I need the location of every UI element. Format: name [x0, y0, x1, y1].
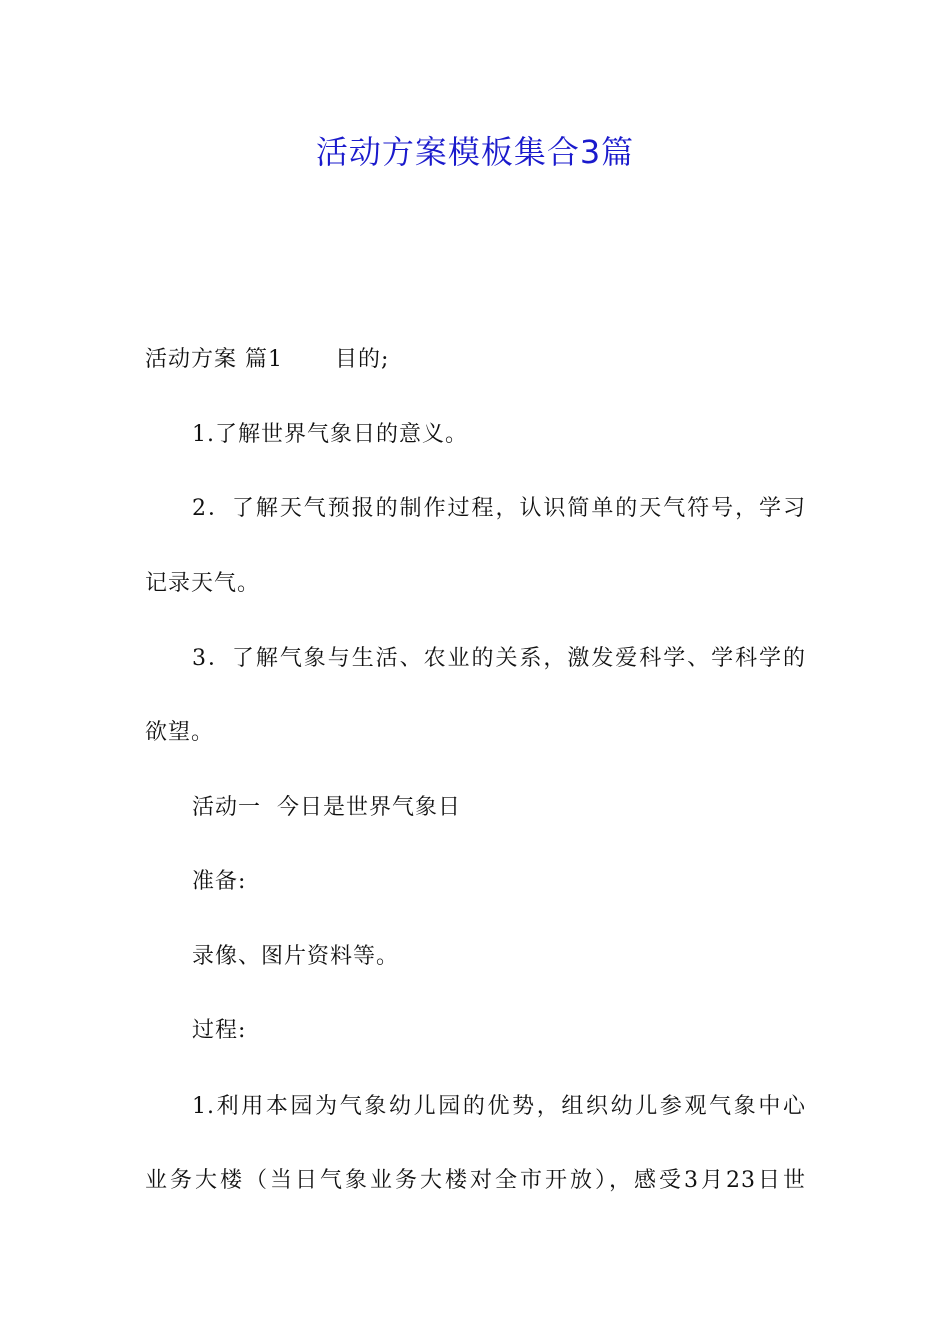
paragraph-line: 2．了解天气预报的制作过程，认识简单的天气符号，学习 — [192, 496, 806, 521]
paragraph-line: 3．了解气象与生活、农业的关系，激发爱科学、学科学的 — [192, 646, 806, 671]
paragraph-line: 1.了解世界气象日的意义。 — [192, 422, 468, 447]
section-label-purpose: 目的; — [335, 347, 390, 372]
paragraph-line: 1.利用本园为气象幼儿园的优势，组织幼儿参观气象中心 — [192, 1094, 806, 1119]
paragraph-line: 过程: — [192, 1018, 247, 1043]
section-label: 活动方案 篇1 — [145, 347, 283, 372]
paragraph-line: 业务大楼（当日气象业务大楼对全市开放），感受3月23日世 — [145, 1168, 806, 1193]
paragraph-line: 欲望。 — [145, 720, 215, 745]
section-heading — [145, 343, 389, 377]
paragraph-line: 录像、图片资料等。 — [192, 944, 400, 969]
activity-heading: 活动一 今日是世界气象日 — [192, 795, 461, 820]
paragraph-line: 记录天气。 — [145, 571, 261, 596]
document-title: 活动方案模板集合3篇 — [315, 133, 635, 171]
paragraph-line: 准备: — [192, 869, 247, 894]
